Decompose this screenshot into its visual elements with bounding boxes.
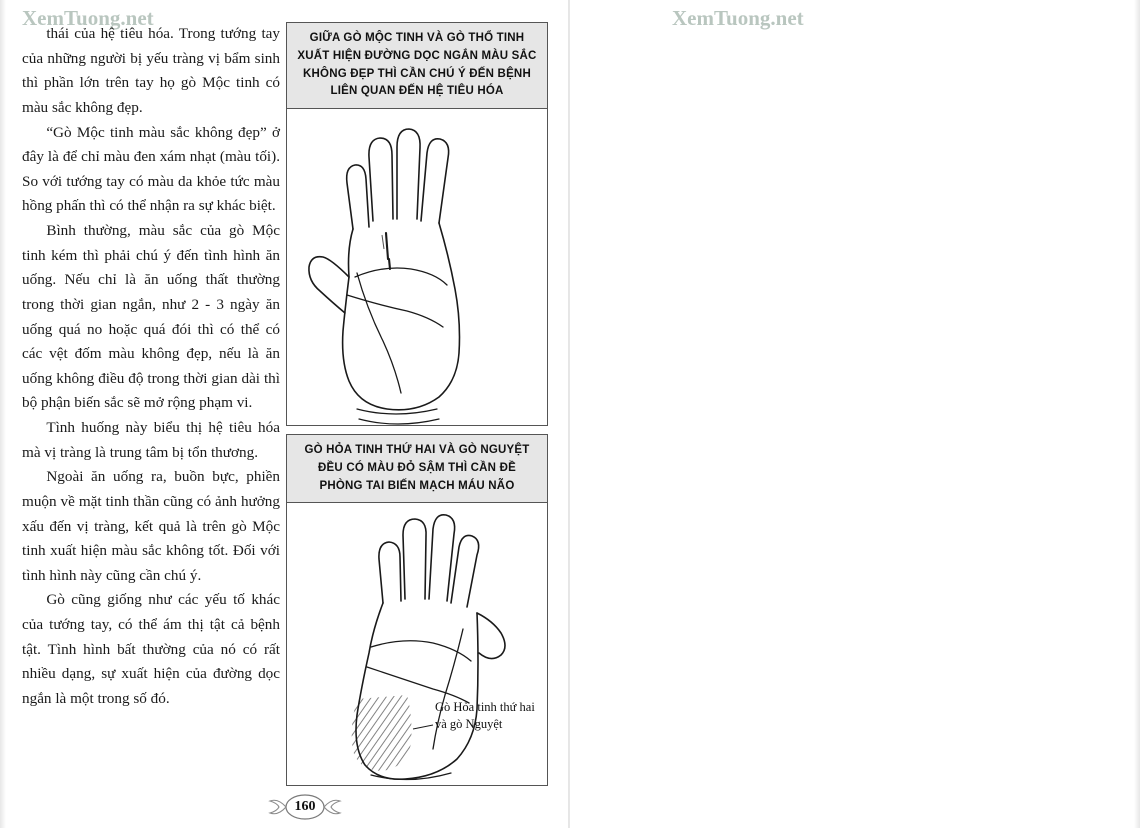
figure-caption: GÒ HỎA TINH THỨ HAI VÀ GÒ NGUYỆT ĐỀU CÓ MÀU ĐỎ SẬM THÌ CẦN ĐỀ PHÒNG TAI BIẾN MẠCH MÁU NÃO — [287, 435, 547, 503]
figure-image — [287, 109, 547, 427]
palm-diagram-2 — [287, 503, 547, 783]
figure-jupiter-saturn-line — [286, 22, 548, 426]
figure-caption: GIỮA GÒ MỘC TINH VÀ GÒ THỔ TINH XUẤT HIỆN ĐƯỜNG DỌC NGẮN MÀU SẮC KHÔNG ĐẸP THÌ CẦN CHÚ Ý ĐẾN BỆNH LIÊN QUAN ĐẾN HỆ TIÊU HÓA — [287, 23, 547, 109]
figure-second-mars-luna — [286, 434, 548, 786]
watermark-right-text: XemTuong.net — [672, 6, 804, 30]
shaded-mount-region — [352, 695, 412, 771]
page-right — [570, 0, 1140, 828]
paragraph: Bình thường, màu sắc của gò Mộc tinh kém thì phải chú ý đến tình hình ăn uống. Nếu chỉ là ăn uống thất thường trong thời gian ngắn, như 2 - 3 ngày ăn uống quá no hoặc quá đói thì có thể có các vệt đốm màu không đẹp, nếu là ăn uống không điều độ trong thời gian dài thì bộ phận biến sắc sẽ mở rộng phạm vi. — [22, 222, 280, 412]
page-number-left: 160 — [294, 799, 316, 814]
paragraph: “Gò Mộc tinh màu sắc không đẹp” ở đây là để chỉ màu đen xám nhạt (màu tối). So với tướng tay có màu da khỏe tức màu hồng phấn thì có thể nhận ra sự khác biệt. — [22, 123, 280, 215]
short-vertical-line-mark — [386, 233, 390, 269]
figure-label-mars-luna: Gò Hỏa tinh thứ hai và gò Nguyệt — [435, 700, 535, 732]
paragraph: Ngoài ăn uống ra, buồn bực, phiền muộn về mặt tinh thần cũng có ảnh hưởng xấu đến vị tràng, kết quả là trên gò Mộc tinh xuất hiện màu sắc không tốt. Đối với tình hình này cũng cần chú ý. — [22, 468, 280, 584]
paragraph: thái của hệ tiêu hóa. Trong tướng tay của những người bị yếu tràng vị bẩm sinh thì phần lớn trên tay họ gò Mộc tinh có màu sắc không đẹp. — [22, 25, 280, 116]
page-number-left-ornament — [268, 790, 342, 824]
paragraph: Gò cũng giống như các yếu tố khác của tướng tay, có thể ám thị tật cả bệnh tật. Tình hình bất thường của nó có rất nhiều dạng, sự xuất hiện của đường dọc ngắn là một trong số đó. — [22, 591, 280, 707]
watermark-left-text: XemTuong.net — [22, 6, 154, 30]
page-left — [0, 0, 568, 828]
palm-diagram-1 — [287, 109, 547, 427]
left-page-body-text — [22, 22, 280, 712]
paragraph: Tình huống này biểu thị hệ tiêu hóa mà vị tràng là trung tâm bị tổn thương. — [22, 419, 280, 461]
figure-image — [287, 503, 547, 783]
